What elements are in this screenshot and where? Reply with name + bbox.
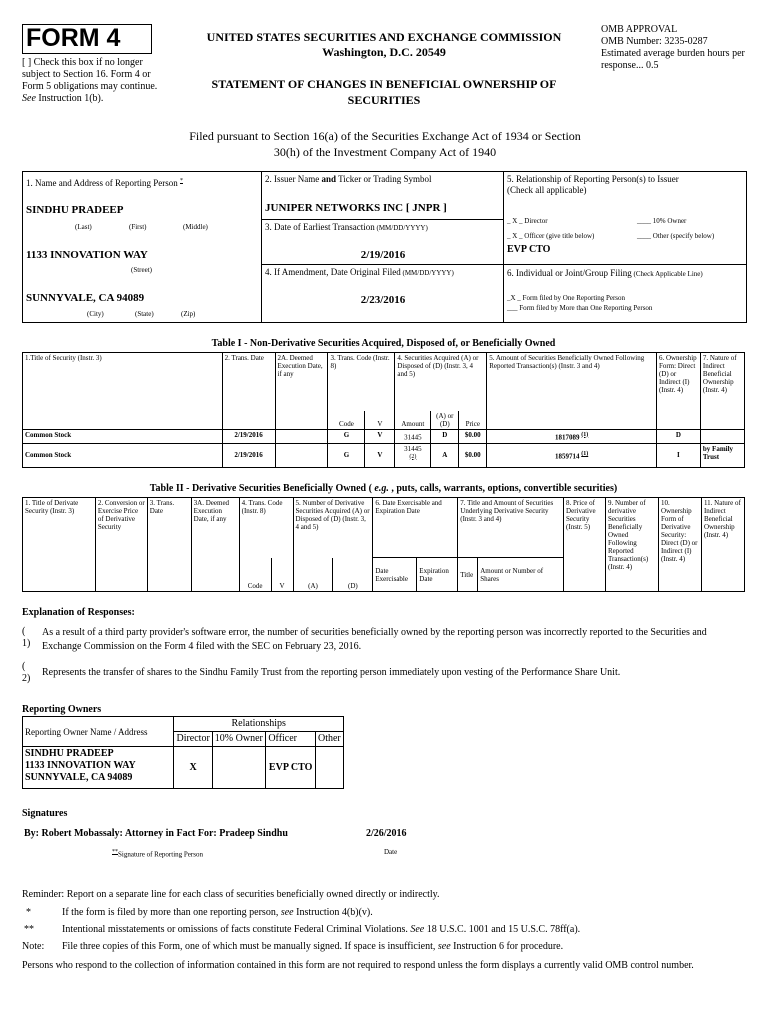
t1-h2a: 2A. Deemed Execution Date, if any [275,353,328,430]
footnote-dstar: Intentional misstatements or omissions of facts constitute Federal Criminal Violations. See 18 U.S.C. 1001 and 15 U.S.C. 78ff(a). [62,924,581,935]
table1 [22,352,745,468]
date-label: Date [384,848,398,856]
t2-sub-amount: Amount or Number of Shares [478,558,564,592]
footnote-star-mark: * [26,907,31,918]
t2-h8: 8. Price of Derivative Security (Instr. 5) [564,498,606,592]
t2-sub-code: Code [239,558,271,592]
price: $0.00 [459,429,487,443]
table2-title: Table II - Derivative Securities Beneficially Owned ( e.g. , puts, calls, warrants, options, convertible securities) [149,483,618,494]
earliest-transaction-date: 2/19/2016 [360,249,406,261]
t2-sub-v: V [271,558,293,592]
ownership-nature [700,429,744,443]
ownership-form: I [656,443,700,467]
form-title-box [22,24,152,54]
ownership-form: D [656,429,700,443]
owners-col-other: Other [315,732,343,747]
t1-sub-amount: Amount [395,411,431,430]
name-first-label: (First) [129,223,147,231]
omb-number: OMB Number: 3235-0287 [601,36,708,47]
owners-col-officer: Officer [266,732,316,747]
owners-col-ten: 10% Owner [212,732,266,747]
ownership-nature: by Family Trust [700,443,744,467]
t2-sub-d: (D) [333,558,373,592]
omb-approval: OMB APPROVAL [601,24,678,35]
trans-v: V [365,443,395,467]
footnote-2-mark: ( 2) [22,661,31,684]
owners-heading: Reporting Owners [22,704,102,715]
footnote-2-text: Represents the transfer of shares to the Sindhu Family Trust from the reporting person immediately upon vesting of the Performance Share Unit. [42,667,621,678]
one-person-filing[interactable]: _X _ Form filed by One Reporting Person [507,294,626,302]
persons-statement: Persons who respond to the collection of information contained in this form are not required to respond unless the form displays a currently valid OMB control number. [22,960,694,971]
deemed-date [275,443,328,467]
owners-col-director: Director [174,732,212,747]
signature-date: 2/26/2016 [366,828,407,839]
t1-sub-price: Price [459,411,487,430]
trans-code: G [328,429,365,443]
box4-label: 4. If Amendment, Date Original Filed (MM/DD/YYYY) [265,267,454,277]
reporting-person-name: SINDHU PRADEEP [26,204,124,216]
owners-col-relationships: Relationships [174,717,344,732]
statement-title: STATEMENT OF CHANGES IN BENEFICIAL OWNERSHIP OF SECURITIES [211,77,557,107]
footnote-dstar-mark: ** [24,924,34,935]
footnote-link[interactable]: (1) [581,450,589,457]
t1-h3: 3. Trans. Code (Instr. 8) [328,353,395,411]
box5-label: 5. Relationship of Reporting Person(s) to Issuer (Check all applicable) [507,174,679,195]
trans-v: V [365,429,395,443]
multi-person-filing[interactable]: ___ Form filed by More than One Reporting Person [507,304,653,312]
agency-city: Washington, D.C. 20549 [322,45,446,59]
name-middle-label: (Middle) [183,223,208,231]
t2-h5: 5. Number of Derivative Securities Acquired (A) or Disposed of (D) (Instr. 3, 4 and 5) [293,498,373,558]
trans-code: G [328,443,365,467]
filed-pursuant: Filed pursuant to Section 16(a) of the Securities Exchange Act of 1934 or Section 30(h) of the Investment Company Act of 1940 [189,129,581,159]
street-label: (Street) [131,266,152,274]
t2-sub-title: Title [458,558,478,592]
reporting-info-grid [22,171,747,323]
officer-title: EVP CTO [507,244,551,255]
amount: 31445 (2) [395,443,431,467]
table-row [23,443,745,467]
owner-address: SINDHU PRADEEP 1133 INNOVATION WAY SUNNYVALE, CA 94089 [23,747,174,789]
state-label: (State) [135,310,154,318]
footnote-link[interactable]: (1) [581,431,589,438]
ten-pct-owner-checkbox[interactable]: ____ 10% Owner [637,217,687,225]
t2-h3a: 3A. Deemed Execution Date, if any [191,498,239,592]
owners-col-name: Reporting Owner Name / Address [23,717,174,747]
security-title: Common Stock [23,443,223,467]
t2-sub-date-exercisable: Date Exercisable [373,558,417,592]
trans-date: 2/19/2016 [222,443,275,467]
t2-sub-a: (A) [293,558,333,592]
t1-sub-aord: (A) or (D) [431,411,459,430]
table2 [22,497,745,592]
t1-h2: 2. Trans. Date [222,353,275,430]
table-row [23,747,344,789]
amount-owned: 1859714 (1) [487,443,657,467]
amount: 31445 [395,429,431,443]
amount-owned: 1817089 (1) [487,429,657,443]
t2-h11: 11. Nature of Indirect Beneficial Ownership (Instr. 4) [701,498,744,592]
footnote-link[interactable]: (2) [409,453,417,460]
form-title: FORM 4 [26,24,121,52]
signatures-heading: Signatures [22,808,68,819]
name-last-label: (Last) [75,223,92,231]
a-or-d: D [431,429,459,443]
t1-h4: 4. Securities Acquired (A) or Disposed of (D) (Instr. 3, 4 and 5) [395,353,487,411]
t1-sub-v: V [365,411,395,430]
signature-by: By: Robert Mobassaly: Attorney in Fact For: Pradeep Sindhu [24,828,288,839]
reminder: Reminder: Report on a separate line for each class of securities beneficially owned directly or indirectly. [22,889,440,900]
t1-h7: 7. Nature of Indirect Beneficial Ownership (Instr. 4) [700,353,744,430]
t2-h2: 2. Conversion or Exercise Price of Derivative Security [95,498,147,592]
owners-table [22,716,344,789]
t1-sub-code: Code [328,411,365,430]
deemed-date [275,429,328,443]
amendment-date: 2/23/2016 [360,294,406,306]
issuer-name: JUNIPER NETWORKS INC [ JNPR ] [265,202,447,214]
note-mark: Note: [22,941,45,952]
agency-name: UNITED STATES SECURITIES AND EXCHANGE COMMISSION [206,30,562,44]
other-checkbox[interactable]: ____ Other (specify below) [637,232,715,240]
reporting-person-city: SUNNYVALE, CA 94089 [26,292,145,304]
t2-h3: 3. Trans. Date [147,498,191,592]
box3-label: 3. Date of Earliest Transaction (MM/DD/YYYY) [265,222,428,232]
t1-h5: 5. Amount of Securities Beneficially Owned Following Reported Transaction(s) (Instr. 3 and 4) [487,353,657,430]
officer-checkbox[interactable]: _ X _ Officer (give title below) [507,232,595,240]
t1-h6: 6. Ownership Form: Direct (D) or Indirect (I) (Instr. 4) [656,353,700,430]
t2-h10: 10. Ownership Form of Derivative Security: Direct (D) or Indirect (I) (Instr. 4) [658,498,701,592]
owner-officer: EVP CTO [266,747,316,789]
footnote-star: If the form is filed by more than one reporting person, see Instruction 4(b)(v). [62,907,373,918]
t2-h9: 9. Number of derivative Securities Beneficially Owned Following Reported Transaction(s) (Instr. 4) [606,498,659,592]
owner-ten [212,747,266,789]
trans-date: 2/19/2016 [222,429,275,443]
omb-approval-box [601,24,761,72]
t2-sub-expiration: Expiration Date [417,558,458,592]
director-checkbox[interactable]: _ X _ Director [507,217,548,225]
t1-h1: 1.Title of Security (Instr. 3) [23,353,223,430]
a-or-d: A [431,443,459,467]
t2-h4: 4. Trans. Code (Instr. 8) [239,498,293,558]
reporting-person-street: 1133 INNOVATION WAY [26,249,148,261]
table1-title: Table I - Non-Derivative Securities Acquired, Disposed of, or Beneficially Owned [211,338,556,349]
t2-h7: 7. Title and Amount of Securities Underlying Derivative Security (Instr. 3 and 4) [458,498,564,558]
box1-label: 1. Name and Address of Reporting Person * [26,178,183,188]
box2-label: 2. Issuer Name and Ticker or Trading Symbol [265,174,432,184]
omb-burden: Estimated average burden hours per response... 0.5 [601,48,745,71]
t2-h1: 1. Title of Derivate Security (Instr. 3) [23,498,96,592]
price: $0.00 [459,443,487,467]
t2-h6: 6. Date Exercisable and Expiration Date [373,498,458,558]
city-label: (City) [87,310,104,318]
box6-label: 6. Individual or Joint/Group Filing (Check Applicable Line) [507,268,703,278]
signature-label: **Signature of Reporting Person [112,849,203,859]
explanation-heading: Explanation of Responses: [22,607,135,618]
footnote-1-text: As a result of a third party provider's software error, the number of securities beneficially owned by the reporting person was incorrectly reported to the Securities and Exchange Commission on the Form 4 filed with the SEC on February 23, 2016. [42,627,707,652]
security-title: Common Stock [23,429,223,443]
section16-checkbox-text: [ ] Check this box if no longer subject to Section 16. Form 4 or Form 5 obligations may continue. See Instruction 1(b). [22,57,158,104]
zip-label: (Zip) [181,310,196,318]
table-row [23,429,745,443]
footnote-1-mark: ( 1) [22,626,31,649]
note-text: File three copies of this Form, one of which must be manually signed. If space is insufficient, see Instruction 6 for procedure. [62,941,564,952]
owner-other [315,747,343,789]
owner-director: X [174,747,212,789]
